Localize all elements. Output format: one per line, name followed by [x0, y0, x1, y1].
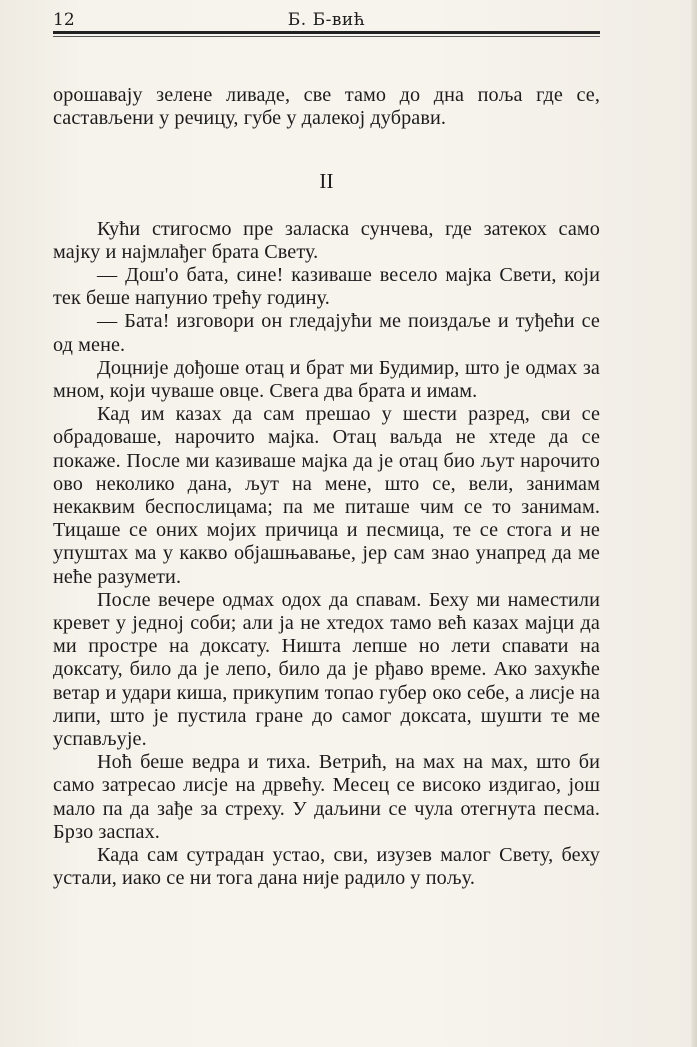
page-edge-shadow: [691, 0, 697, 1047]
paragraph-continued: орошавају зелене ливаде, све тамо до дна поља где се, састављени у речицу, губе у далекој дубрави.: [53, 84, 600, 130]
header-rule-thick: [53, 31, 600, 34]
paragraph: Када сам сутрадан устао, сви, изузев малог Свету, беху устали, иако се ни тога дана није радило у пољу.: [53, 844, 600, 890]
paragraph: Кад им казах да сам прешао у шести разред, сви се обрадоваше, нарочито мајка. Отац ваљда не хтеде да се покаже. После ми казиваше мајка да је отац био љут нарочито ово неколико дана, љут на мене, што се, вели, занимам некаквим беспослицама; па ме питаше чим се то занимам. Тицаше се оних мојих причица и песмица, те се стога и не упуштах ма у какво објашњавање, јер сам знао унапред да ме неће разумети.: [53, 403, 600, 588]
header-rule-thin: [53, 36, 600, 37]
paragraph: Кући стигосмо пре заласка сунчева, где затекох само мајку и најмлађег брата Свету.: [53, 217, 600, 263]
paragraph: Ноћ беше ведра и тиха. Ветрић, на мах на мах, што би само затресао лисје на дрвећу. Месец се високо издигао, још мало па да зађе за стреху. У даљини се чула отегнута песма. Брзо заспах.: [53, 751, 600, 843]
paragraph-dialogue: — Дош'о бата, сине! казиваше весело мајка Свети, који тек беше напунио трећу годину.: [53, 264, 600, 310]
page-header: [53, 8, 600, 30]
running-head: Б. Б-вић: [287, 10, 366, 30]
body-text: [53, 84, 600, 891]
paragraph-dialogue: — Бата! изговори он гледајући ме поиздаље и туђећи се од мене.: [53, 310, 600, 356]
section-heading: II: [319, 169, 334, 194]
page-number: 12: [53, 10, 75, 30]
paragraph: После вечере одмах одох да спавам. Беху ми наместили кревет у једној соби; али ја не хтедох тамо већ казах мајци да ми простре на доксату. Ништа лепше но лети спавати на доксату, било да је лепо, било да је рђаво време. Ако захукће ветар и удари киша, прикупим топао губер око себе, а лисје на липи, што је пустила гране до самог доксата, шушти те ме успављује.: [53, 588, 600, 751]
paragraph: Доцније дођоше отац и брат ми Будимир, што је одмах за мном, који чуваше овце. Свега два брата и имам.: [53, 356, 600, 403]
